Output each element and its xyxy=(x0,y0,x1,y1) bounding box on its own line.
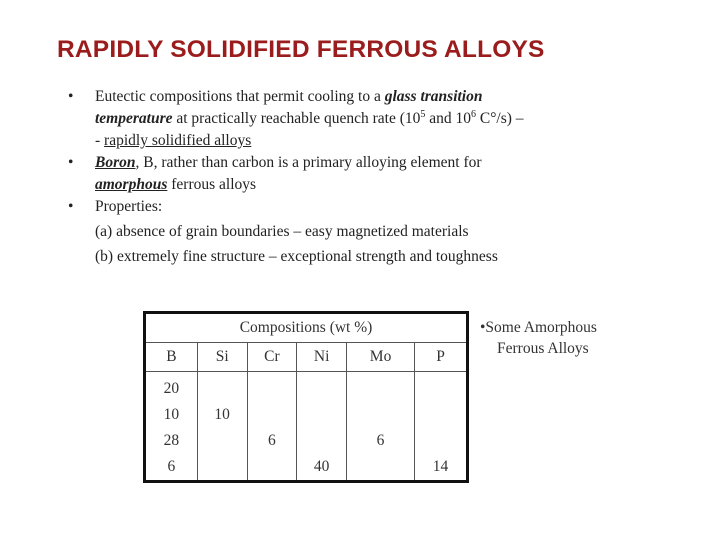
bullet-boron-line2 xyxy=(68,174,524,196)
table-cell: 14 xyxy=(432,458,449,475)
table-cell: 6 xyxy=(376,432,385,449)
table-cell: 10 xyxy=(163,406,180,423)
column-p xyxy=(415,372,468,482)
caption-line-1: •Some Amorphous xyxy=(480,319,597,336)
column-header: P xyxy=(415,343,468,372)
bullet-list xyxy=(68,86,524,268)
table-cell: 6 xyxy=(167,458,176,475)
table-header: Compositions (wt %) xyxy=(145,313,468,343)
exponent-6: 6 xyxy=(471,108,476,120)
bullet-eutectic-line2 xyxy=(68,108,524,130)
column-header: Ni xyxy=(297,343,347,372)
table-cell: 40 xyxy=(313,458,330,475)
slide-title: RAPIDLY SOLIDIFIED FERROUS ALLOYS xyxy=(57,36,545,63)
bullet-eutectic-and: and 10 xyxy=(425,110,471,127)
caption-line-2: Ferrous Alloys xyxy=(497,340,589,357)
compositions-table xyxy=(143,311,469,483)
properties-label: Properties: xyxy=(95,198,163,215)
column-header: B xyxy=(145,343,198,372)
column-header: Si xyxy=(197,343,247,372)
bullet-marker: • xyxy=(68,154,74,171)
column-cr xyxy=(247,372,297,482)
property-a: (a) absence of grain boundaries – easy magnetized materials xyxy=(95,223,469,240)
table-column-headers xyxy=(145,343,468,372)
table-body xyxy=(145,372,468,482)
bullet-eutectic-dash: - xyxy=(95,132,105,149)
bullet-eutectic-post: C°/s) – xyxy=(476,110,524,127)
bullet-eutectic-mid: at practically reachable quench rate (10 xyxy=(172,110,421,127)
column-header: Cr xyxy=(247,343,297,372)
bullet-eutectic xyxy=(68,86,524,108)
bullet-boron xyxy=(68,152,524,174)
bullet-eutectic-term2: temperature xyxy=(95,110,173,127)
table-cell: 28 xyxy=(163,432,180,449)
bullet-eutectic-term: glass transition xyxy=(384,88,483,105)
column-si xyxy=(197,372,247,482)
table-cell: 6 xyxy=(268,432,276,449)
bullet-boron-post: ferrous alloys xyxy=(167,176,257,193)
boron-term: Boron xyxy=(95,154,136,171)
bullet-marker: • xyxy=(68,198,74,215)
table-cell: 20 xyxy=(163,380,180,397)
bullet-eutectic-line3 xyxy=(68,130,524,152)
table-cell: 10 xyxy=(214,406,230,423)
property-b: (b) extremely fine structure – exceptional strength and toughness xyxy=(95,248,498,265)
column-header: Mo xyxy=(347,343,415,372)
column-ni xyxy=(297,372,347,482)
column-mo xyxy=(347,372,415,482)
table-caption xyxy=(480,317,597,359)
bullet-boron-mid: , B, rather than carbon is a primary alloying element for xyxy=(135,154,482,171)
bullet-properties xyxy=(68,196,524,218)
bullet-marker: • xyxy=(68,88,74,105)
column-b xyxy=(145,372,198,482)
rapidly-solidified-text: rapidly solidified alloys xyxy=(104,132,252,149)
exponent-5: 5 xyxy=(420,108,426,120)
bullet-eutectic-pre: Eutectic compositions that permit cooling to a xyxy=(95,88,385,105)
amorphous-term: amorphous xyxy=(95,176,168,193)
